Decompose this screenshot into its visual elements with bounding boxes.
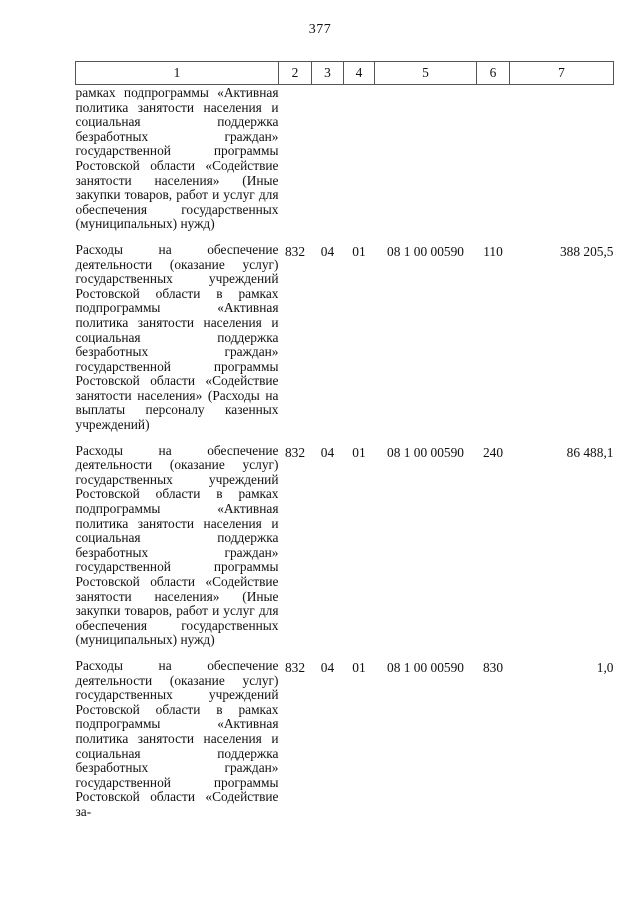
budget-table bbox=[75, 61, 614, 831]
column-header-1: 1 bbox=[76, 62, 279, 85]
column-header-2: 2 bbox=[279, 62, 312, 85]
row-section-code: 04 bbox=[320, 444, 335, 460]
row-target-article bbox=[375, 85, 477, 243]
table-row bbox=[76, 444, 614, 659]
table-header-row bbox=[76, 62, 614, 85]
row-amount: 1,0 bbox=[596, 659, 614, 675]
row-subsection-code: 01 bbox=[352, 243, 366, 259]
row-amount bbox=[510, 85, 614, 243]
page-number: 377 bbox=[308, 22, 332, 37]
column-header-7: 7 bbox=[510, 62, 614, 85]
row-expense-type bbox=[477, 85, 510, 243]
column-header-5: 5 bbox=[375, 62, 477, 85]
table-row bbox=[76, 85, 614, 243]
row-amount: 388 205,5 bbox=[559, 243, 614, 259]
row-description: Расходы на обеспечение деятельности (оказание услуг) государственных учреждений Ростовской области в рамках подпрограммы «Активная политика занятости населения и социальная поддержка безработных граждан» государственной программы Ростовской области «Содействие занятости населения» (Расходы на выплаты персоналу казенных учреждений) bbox=[75, 241, 279, 433]
row-target-article: 08 1 00 00590 bbox=[387, 659, 464, 675]
table-row bbox=[76, 659, 614, 831]
row-section-code bbox=[312, 85, 344, 243]
row-amount: 86 488,1 bbox=[566, 444, 614, 460]
column-header-4: 4 bbox=[344, 62, 375, 85]
row-section-code: 04 bbox=[320, 659, 335, 675]
row-ministry-code bbox=[279, 85, 312, 243]
row-expense-type: 240 bbox=[482, 444, 504, 460]
column-header-6: 6 bbox=[477, 62, 510, 85]
row-subsection-code: 01 bbox=[352, 444, 366, 460]
row-subsection-code bbox=[344, 85, 375, 243]
row-expense-type: 110 bbox=[483, 243, 503, 259]
row-ministry-code: 832 bbox=[284, 444, 306, 460]
row-section-code: 04 bbox=[320, 243, 335, 259]
row-ministry-code: 832 bbox=[284, 659, 306, 675]
row-expense-type: 830 bbox=[482, 659, 504, 675]
row-description: рамках подпрограммы «Активная политика занятости населения и социальная поддержка безработных граждан» государственной программы Ростовской области «Содействие занятости населения» (Иные закупки товаров, работ и услуг для обеспечения государственных (муниципальных) нужд) bbox=[75, 85, 279, 232]
table-row bbox=[76, 243, 614, 444]
row-subsection-code: 01 bbox=[352, 659, 366, 675]
row-description: Расходы на обеспечение деятельности (оказание услуг) государственных учреждений Ростовской области в рамках подпрограммы «Активная политика занятости населения и социальная поддержка безработных граждан» государственной программы Ростовской области «Содействие занятости населения» (Иные закупки товаров, работ и услуг для обеспечения государственных (муниципальных) нужд) bbox=[75, 442, 279, 648]
row-target-article: 08 1 00 00590 bbox=[387, 243, 464, 259]
row-description: Расходы на обеспечение деятельности (оказание услуг) государственных учреждений Ростовской области в рамках подпрограммы «Активная политика занятости населения и социальная поддержка безработных граждан» государственной программы Ростовской области «Содействие за- bbox=[75, 657, 279, 819]
row-ministry-code: 832 bbox=[284, 243, 306, 259]
row-target-article: 08 1 00 00590 bbox=[387, 444, 464, 460]
column-header-3: 3 bbox=[312, 62, 344, 85]
